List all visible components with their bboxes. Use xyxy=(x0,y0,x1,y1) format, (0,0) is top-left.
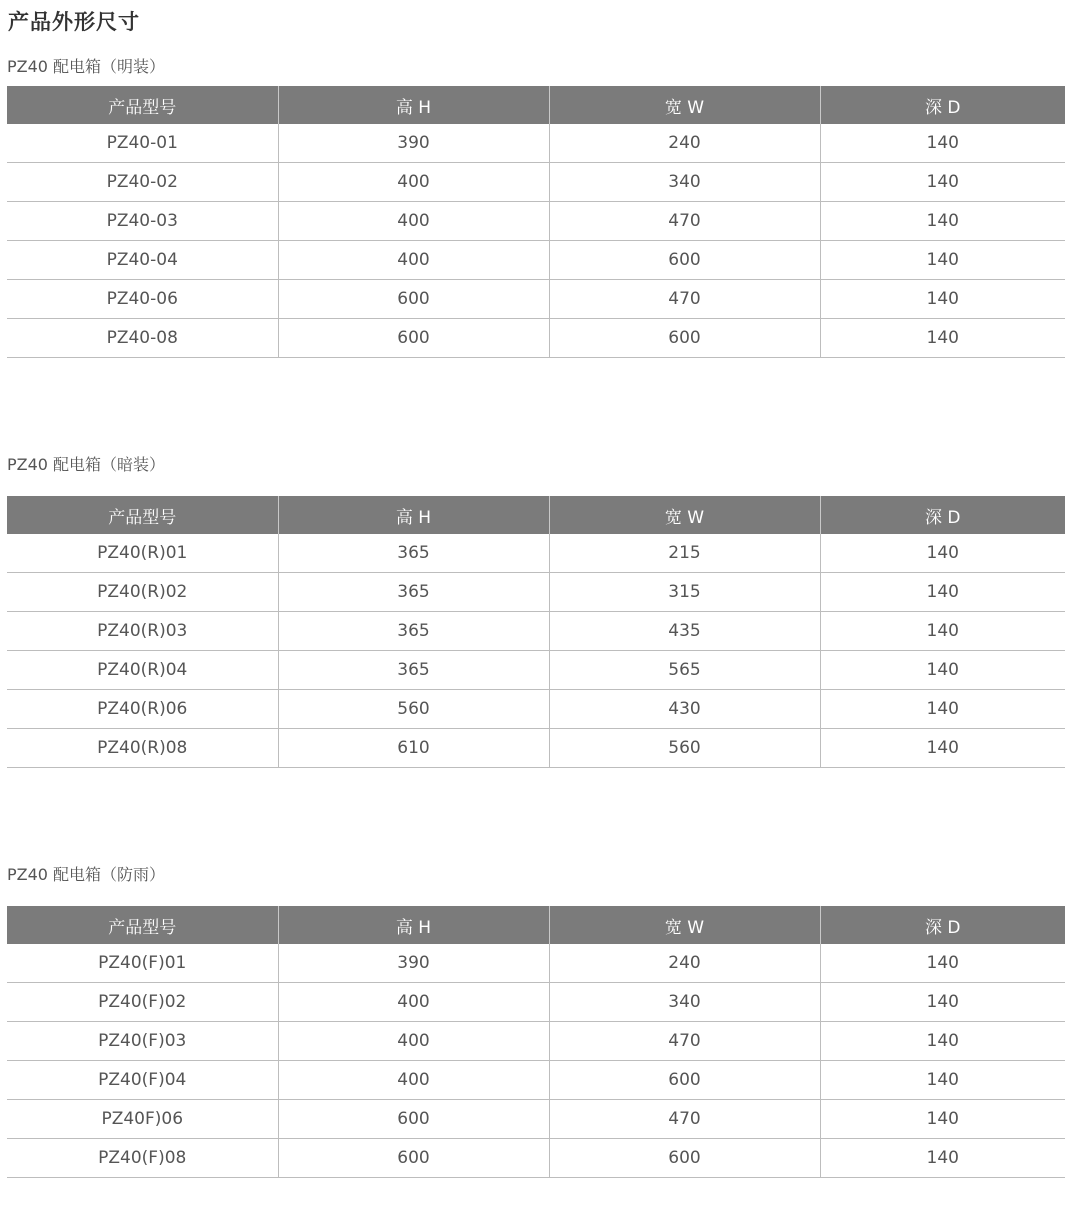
section-caption-rainproof: PZ40 配电箱（防雨） xyxy=(7,865,166,884)
cell-height: 400 xyxy=(278,1061,549,1100)
header-model: 产品型号 xyxy=(7,496,278,534)
cell-model: PZ40(F)01 xyxy=(7,944,278,983)
cell-height: 400 xyxy=(278,163,549,202)
cell-depth: 140 xyxy=(820,944,1065,983)
table-row xyxy=(7,202,1065,241)
cell-height: 400 xyxy=(278,1022,549,1061)
header-height: 高 H xyxy=(278,86,549,124)
table-row xyxy=(7,1061,1065,1100)
cell-width: 435 xyxy=(549,612,820,651)
cell-width: 470 xyxy=(549,202,820,241)
cell-depth: 140 xyxy=(820,1139,1065,1178)
cell-height: 400 xyxy=(278,202,549,241)
cell-depth: 140 xyxy=(820,690,1065,729)
cell-depth: 140 xyxy=(820,983,1065,1022)
cell-width: 565 xyxy=(549,651,820,690)
cell-depth: 140 xyxy=(820,202,1065,241)
header-height: 高 H xyxy=(278,496,549,534)
table-row xyxy=(7,573,1065,612)
cell-height: 560 xyxy=(278,690,549,729)
section-caption-flush-mount: PZ40 配电箱（暗装） xyxy=(7,455,166,474)
dimension-table-flush-mount xyxy=(7,496,1065,768)
table-row xyxy=(7,612,1065,651)
table-row xyxy=(7,280,1065,319)
cell-model: PZ40(R)03 xyxy=(7,612,278,651)
table-row xyxy=(7,729,1065,768)
cell-depth: 140 xyxy=(820,1061,1065,1100)
cell-depth: 140 xyxy=(820,280,1065,319)
cell-height: 390 xyxy=(278,124,549,163)
cell-depth: 140 xyxy=(820,163,1065,202)
cell-width: 240 xyxy=(549,124,820,163)
cell-width: 560 xyxy=(549,729,820,768)
cell-model: PZ40(F)03 xyxy=(7,1022,278,1061)
cell-model: PZ40-03 xyxy=(7,202,278,241)
cell-width: 340 xyxy=(549,983,820,1022)
cell-width: 470 xyxy=(549,1100,820,1139)
cell-model: PZ40(F)04 xyxy=(7,1061,278,1100)
cell-depth: 140 xyxy=(820,319,1065,358)
cell-width: 340 xyxy=(549,163,820,202)
cell-model: PZ40-02 xyxy=(7,163,278,202)
cell-depth: 140 xyxy=(820,612,1065,651)
table-row xyxy=(7,534,1065,573)
header-width: 宽 W xyxy=(549,496,820,534)
cell-height: 365 xyxy=(278,651,549,690)
table-row xyxy=(7,944,1065,983)
cell-height: 390 xyxy=(278,944,549,983)
cell-model: PZ40(R)02 xyxy=(7,573,278,612)
cell-depth: 140 xyxy=(820,651,1065,690)
cell-height: 400 xyxy=(278,983,549,1022)
cell-model: PZ40(F)08 xyxy=(7,1139,278,1178)
header-depth: 深 D xyxy=(820,906,1065,944)
table-row xyxy=(7,1022,1065,1061)
cell-height: 610 xyxy=(278,729,549,768)
cell-model: PZ40-04 xyxy=(7,241,278,280)
table-row xyxy=(7,1100,1065,1139)
cell-height: 600 xyxy=(278,1139,549,1178)
table-row xyxy=(7,1139,1065,1178)
cell-width: 600 xyxy=(549,1139,820,1178)
header-model: 产品型号 xyxy=(7,86,278,124)
table-row xyxy=(7,163,1065,202)
table-row xyxy=(7,241,1065,280)
cell-depth: 140 xyxy=(820,1022,1065,1061)
cell-height: 400 xyxy=(278,241,549,280)
cell-width: 600 xyxy=(549,241,820,280)
header-depth: 深 D xyxy=(820,496,1065,534)
table-header-row xyxy=(7,906,1065,944)
cell-height: 600 xyxy=(278,280,549,319)
table-header-row xyxy=(7,86,1065,124)
table-row xyxy=(7,319,1065,358)
cell-width: 240 xyxy=(549,944,820,983)
cell-depth: 140 xyxy=(820,573,1065,612)
header-depth: 深 D xyxy=(820,86,1065,124)
cell-height: 600 xyxy=(278,1100,549,1139)
cell-model: PZ40(F)02 xyxy=(7,983,278,1022)
cell-depth: 140 xyxy=(820,241,1065,280)
cell-model: PZ40F)06 xyxy=(7,1100,278,1139)
cell-width: 430 xyxy=(549,690,820,729)
cell-model: PZ40(R)04 xyxy=(7,651,278,690)
header-width: 宽 W xyxy=(549,906,820,944)
header-model: 产品型号 xyxy=(7,906,278,944)
cell-width: 215 xyxy=(549,534,820,573)
cell-width: 470 xyxy=(549,1022,820,1061)
table-row xyxy=(7,651,1065,690)
cell-width: 470 xyxy=(549,280,820,319)
section-caption-surface-mount: PZ40 配电箱（明装） xyxy=(7,57,166,76)
cell-model: PZ40(R)01 xyxy=(7,534,278,573)
table-header-row xyxy=(7,496,1065,534)
cell-model: PZ40-01 xyxy=(7,124,278,163)
page-title: 产品外形尺寸 xyxy=(8,10,140,34)
cell-model: PZ40-06 xyxy=(7,280,278,319)
cell-model: PZ40(R)06 xyxy=(7,690,278,729)
table-row xyxy=(7,983,1065,1022)
cell-depth: 140 xyxy=(820,729,1065,768)
table-row xyxy=(7,124,1065,163)
cell-width: 315 xyxy=(549,573,820,612)
header-height: 高 H xyxy=(278,906,549,944)
cell-height: 365 xyxy=(278,534,549,573)
cell-width: 600 xyxy=(549,319,820,358)
cell-model: PZ40(R)08 xyxy=(7,729,278,768)
cell-height: 600 xyxy=(278,319,549,358)
cell-height: 365 xyxy=(278,612,549,651)
cell-model: PZ40-08 xyxy=(7,319,278,358)
cell-depth: 140 xyxy=(820,124,1065,163)
dimension-table-rainproof xyxy=(7,906,1065,1178)
cell-height: 365 xyxy=(278,573,549,612)
header-width: 宽 W xyxy=(549,86,820,124)
cell-width: 600 xyxy=(549,1061,820,1100)
dimension-table-surface-mount xyxy=(7,86,1065,358)
table-row xyxy=(7,690,1065,729)
cell-depth: 140 xyxy=(820,534,1065,573)
cell-depth: 140 xyxy=(820,1100,1065,1139)
